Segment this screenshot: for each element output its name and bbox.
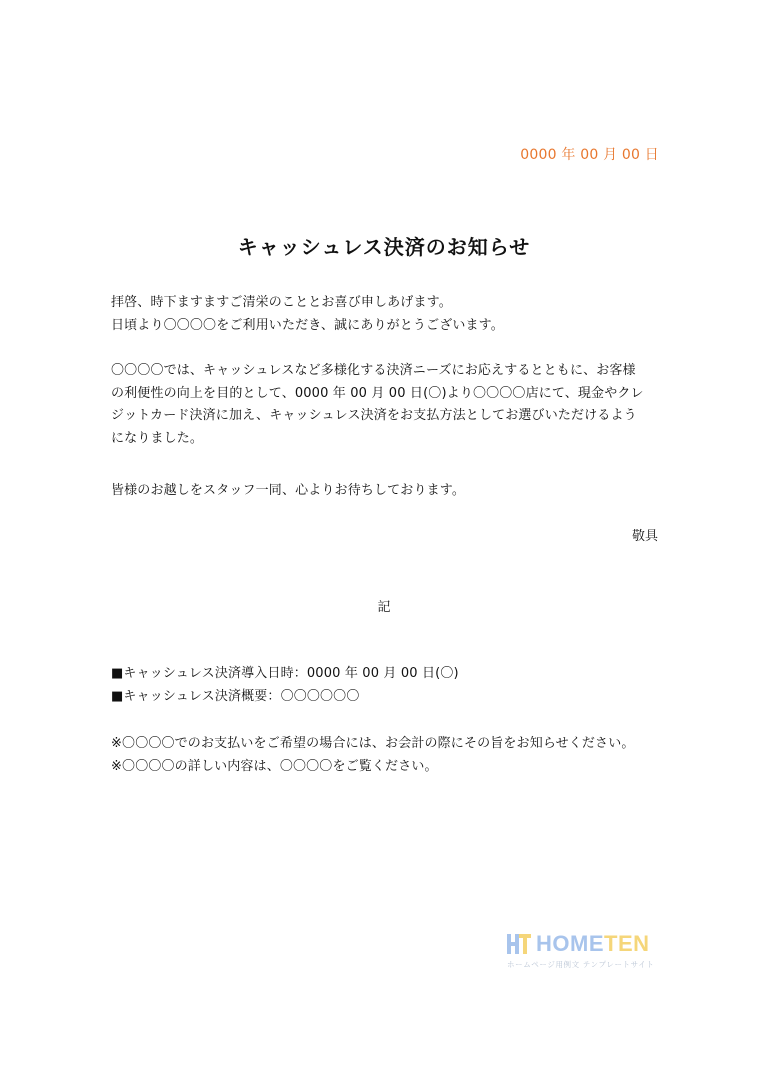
document-date: 0000 年 00 月 00 日 <box>520 147 659 163</box>
note-item: ※〇〇〇〇でのお支払いをご希望の場合には、お会計の際にその旨をお知らせください。 <box>111 736 635 751</box>
detail-item: ■キャッシュレス決済導入日時：0000 年 00 月 00 日(〇) <box>111 666 459 681</box>
ki-heading: 記 <box>377 600 391 615</box>
body-line: の利便性の向上を目的として、0000 年 00 月 00 日(〇)より〇〇〇〇店にて、現金やクレ <box>111 385 644 401</box>
keigu-closing: 敬具 <box>631 529 658 544</box>
detail-item: ■キャッシュレス決済概要：〇〇〇〇〇〇 <box>111 688 360 704</box>
body-paragraph <box>111 360 659 450</box>
logo-wordmark <box>536 930 650 958</box>
logo-wordmark-ten: TEN <box>604 931 650 956</box>
body-line: 〇〇〇〇では、キャッシュレスなど多様化する決済ニーズにお応えするとともに、お客様 <box>111 363 636 378</box>
body-line: ジットカード決済に加え、キャッシュレス決済をお支払方法としてお選びいただけるよう <box>111 408 637 423</box>
body-line: になりました。 <box>111 430 204 446</box>
document-title: キャッシュレス決済のお知らせ <box>237 235 531 259</box>
logo-tagline: ホームページ用例文 テンプレートサイト <box>507 960 655 969</box>
closing-line: 皆様のお越しをスタッフ一同、心よりお待ちしております。 <box>111 483 466 498</box>
logo-wordmark-home: HOME <box>536 931 604 956</box>
greeting-line: 拝啓、時下ますますご清栄のこととお喜び申しあげます。 <box>111 295 452 310</box>
notes-list <box>111 733 659 778</box>
hometen-logo <box>506 930 666 974</box>
greeting-paragraph <box>111 292 659 337</box>
greeting-line: 日頃より〇〇〇〇をご利用いただき、誠にありがとうございます。 <box>111 317 504 333</box>
note-item: ※〇〇〇〇の詳しい内容は、〇〇〇〇をご覧ください。 <box>111 758 438 774</box>
ht-logo-icon <box>506 932 532 956</box>
closing-paragraph <box>111 480 659 503</box>
details-list <box>111 663 659 708</box>
